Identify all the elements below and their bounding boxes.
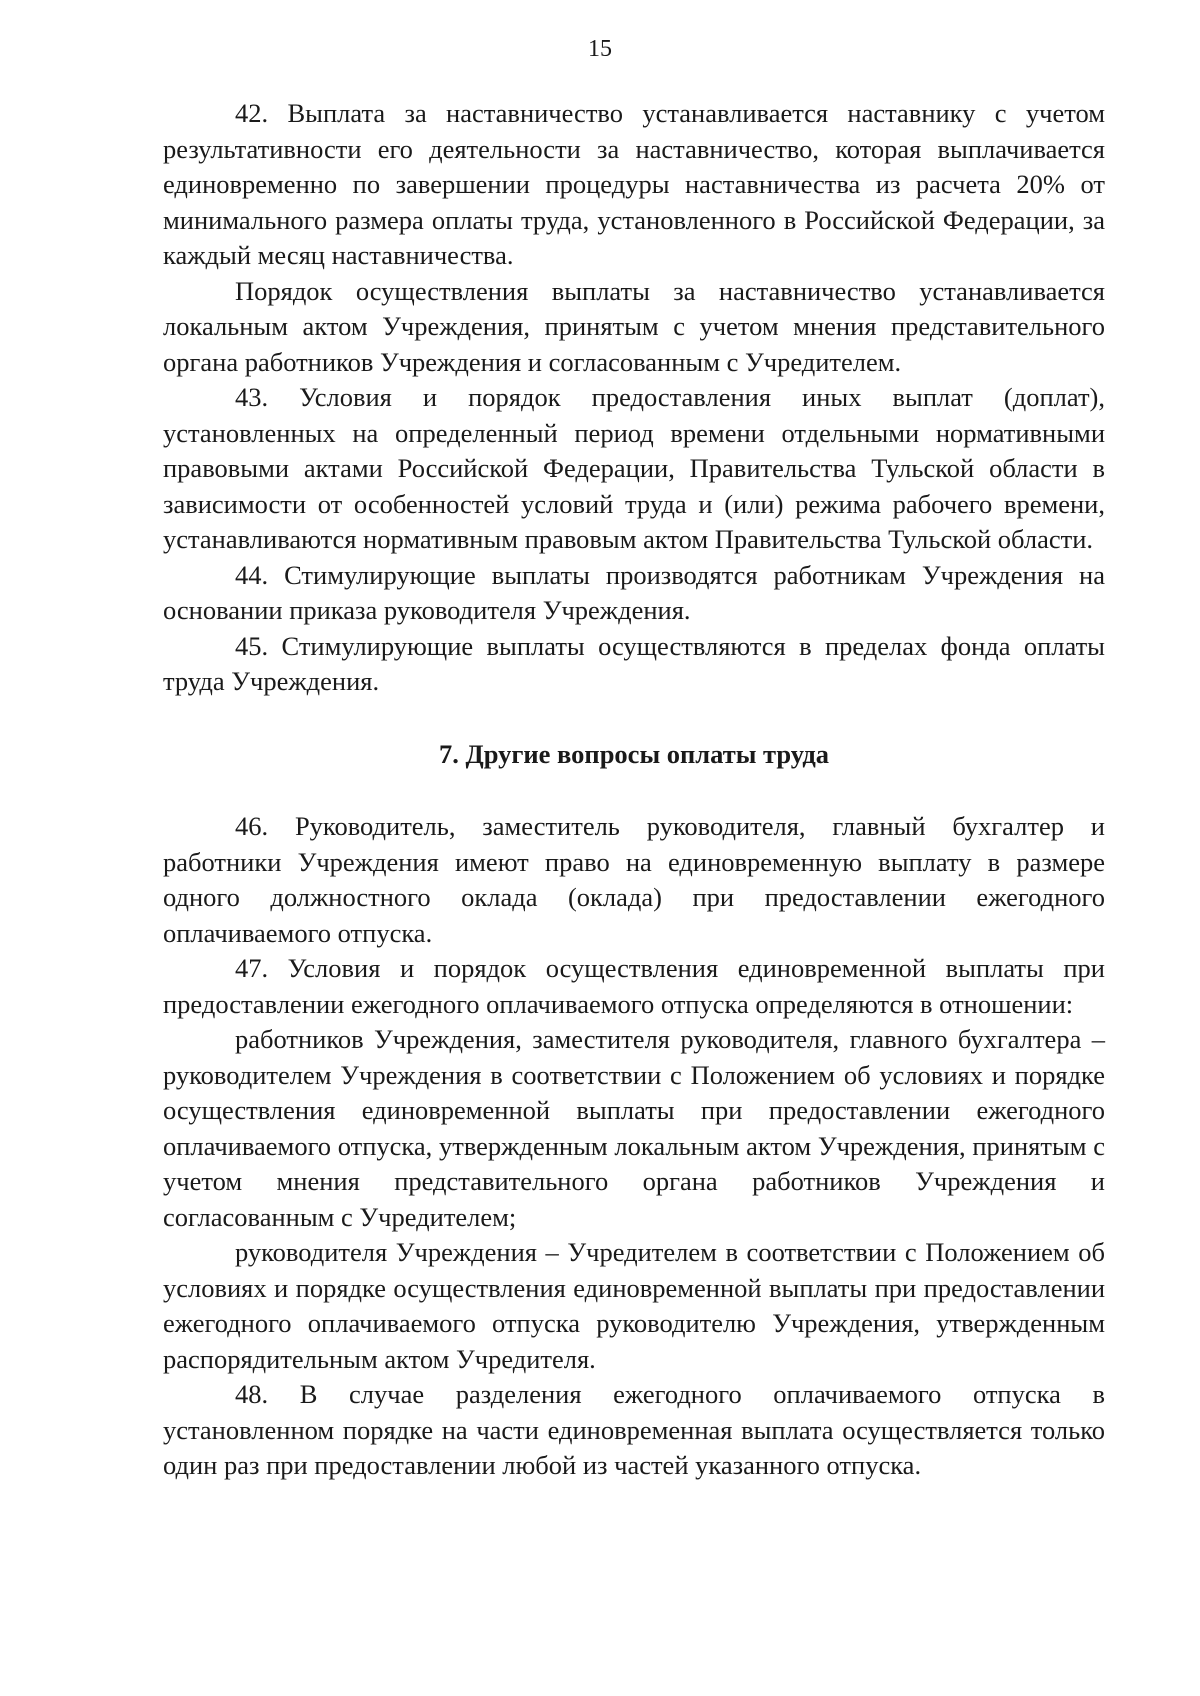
page-number: 15 — [588, 36, 612, 62]
section-heading: 7. Другие вопросы оплаты труда — [438, 738, 830, 769]
paragraph-42-procedure: Порядок осуществления выплаты за наставничество устанавливается локальным актом Учреждения, принятым с учетом мнения представительного органа работников Учреждения и согласованным с Учредителем. — [163, 275, 1105, 377]
paragraph-47-employees: работников Учреждения, заместителя руководителя, главного бухгалтера – руководителем Учреждения в соответствии с Положением об условиях и порядке осуществления единовременной выплаты при предоставлении ежегодного оплачиваемого отпуска, утвержденным локальным актом Учреждения, принятым с учетом мнения представительного органа работников Учреждения и согласованным с Учредителем; — [163, 1024, 1105, 1232]
paragraph-47-head: руководителя Учреждения – Учредителем в соответствии с Положением об условиях и порядке осуществления единовременной выплаты при предоставлении ежегодного оплачиваемого отпуска руководителю Учреждения, утвержденным распорядительным актом Учредителя. — [163, 1237, 1105, 1374]
paragraph-45: 45. Стимулирующие выплаты осуществляются в пределах фонда оплаты труда Учреждения. — [163, 630, 1105, 696]
paragraph-42: 42. Выплата за наставничество устанавливается наставнику с учетом результативности его деятельности за наставничество, которая выплачивается единовременно по завершении процедуры наставничества из расчета 20% от минимального размера оплаты труда, установленного в Российской Федерации, за каждый месяц наставничества. — [163, 98, 1105, 270]
document-body — [163, 96, 1105, 1484]
paragraph-46: 46. Руководитель, заместитель руководителя, главный бухгалтер и работники Учреждения имеют право на единовременную выплату в размере одного должностного оклада (оклада) при предоставлении ежегодного оплачиваемого отпуска. — [163, 811, 1105, 948]
paragraph-44: 44. Стимулирующие выплаты производятся работникам Учреждения на основании приказа руководителя Учреждения. — [163, 559, 1105, 625]
paragraph-47: 47. Условия и порядок осуществления единовременной выплаты при предоставлении ежегодного оплачиваемого отпуска определяются в отношении: — [163, 953, 1105, 1019]
paragraph-48: 48. В случае разделения ежегодного оплачиваемого отпуска в установленном порядке на части единовременная выплата осуществляется только один раз при предоставлении любой из частей указанного отпуска. — [163, 1379, 1105, 1480]
paragraph-43: 43. Условия и порядок предоставления иных выплат (доплат), установленных на определенный период времени отдельными нормативными правовыми актами Российской Федерации, Правительства Тульской области в зависимости от особенностей условий труда и (или) режима рабочего времени, устанавливаются нормативным правовым актом Правительства Тульской области. — [163, 382, 1105, 554]
